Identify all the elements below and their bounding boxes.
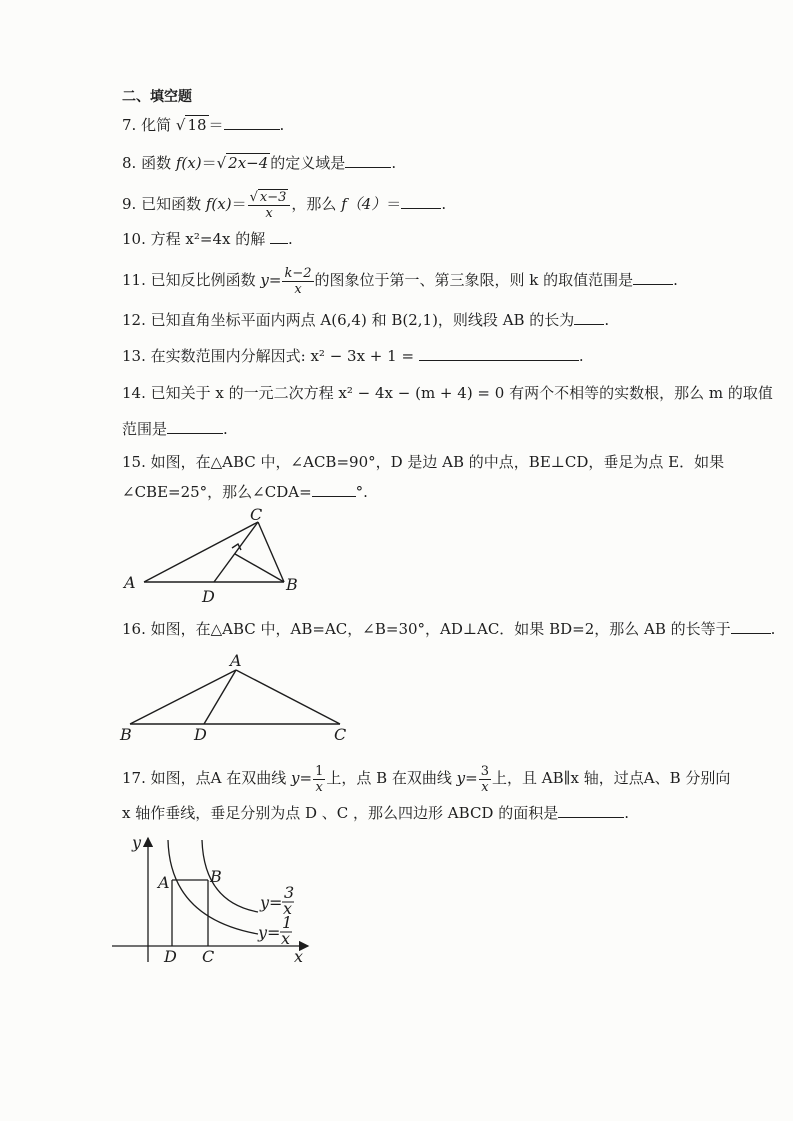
question-15-continued: [122, 481, 368, 503]
question-number: 8.: [122, 154, 137, 172]
question-number: 9.: [122, 195, 137, 213]
x-axis-label: x: [294, 947, 304, 966]
question-text: 化简: [141, 116, 176, 134]
sqrt-sign: √: [175, 116, 186, 134]
label-c: C: [334, 725, 347, 744]
label-d: D: [194, 725, 207, 744]
sqrt-sign: √: [216, 154, 227, 172]
question-text: 如图，点A 在双曲线: [150, 769, 292, 787]
period: .: [673, 271, 678, 289]
question-number: 15.: [122, 453, 146, 471]
curve-label-y1-lhs: y=: [258, 923, 281, 942]
fraction: [248, 190, 291, 221]
label-d: D: [164, 947, 177, 966]
curve-y-1-over-x: [168, 840, 258, 934]
answer-blank[interactable]: [574, 310, 604, 325]
equals: ＝: [386, 195, 402, 213]
question-11: [122, 264, 678, 297]
question-14: [122, 382, 773, 404]
period: .: [223, 420, 228, 438]
period: .: [391, 154, 397, 172]
function-value: f（4）: [341, 195, 387, 213]
degree-period: °.: [355, 483, 368, 501]
segment-ac: [236, 670, 340, 724]
figure-15: [120, 505, 320, 608]
equals: ＝: [208, 116, 224, 134]
curve-label-y1-den: x: [281, 929, 291, 948]
y-axis-label: y: [132, 833, 142, 852]
denominator: x: [315, 779, 323, 795]
question-17-continued: [122, 802, 629, 824]
label-b: B: [286, 575, 298, 594]
question-text: 如图，在△ABC 中，AB=AC，∠B=30°，AD⊥AC．如果 BD=2，那么 AB 的长等于: [150, 620, 731, 638]
numerator: √ x−3: [248, 190, 291, 206]
denominator: x: [265, 205, 273, 221]
question-text-tail: 的定义域是: [270, 154, 346, 172]
numerator: 3: [480, 763, 489, 779]
curve-label-y3-den: x: [283, 899, 293, 918]
equals: ＝: [201, 154, 217, 172]
radicand: 2x−4: [228, 154, 269, 172]
label-a: A: [158, 873, 170, 892]
label-a: A: [230, 651, 242, 670]
label-d: D: [202, 587, 215, 606]
question-text: 已知关于 x 的一元二次方程 x² − 4x − (m + 4) = 0 有两个不相等的实数根，那么 m 的取值: [150, 384, 773, 402]
answer-blank[interactable]: [419, 346, 579, 361]
question-text-mid: 上，点 B 在双曲线: [326, 769, 457, 787]
function-name: f(x): [205, 195, 232, 213]
curve-label-y3-lhs: y=: [260, 893, 283, 912]
question-text-tail: 上，且 AB∥x 轴，过点A、B 分别向: [492, 769, 731, 787]
question-number: 13.: [122, 347, 146, 365]
answer-blank[interactable]: [312, 482, 356, 497]
label-b: B: [120, 725, 132, 744]
answer-blank[interactable]: [731, 619, 771, 634]
question-text: 已知反比例函数: [150, 271, 261, 289]
question-text: 如图，在△ABC 中，∠ACB=90°，D 是边 AB 的中点，BE⊥CD，垂足为点 E．如果: [150, 453, 725, 471]
figure-16: [116, 650, 356, 746]
question-text: 方程 x²=4x 的解: [150, 230, 266, 248]
right-angle-mark: [232, 544, 241, 550]
curve-label-y1-num: 1: [282, 913, 293, 932]
figure-17: [108, 832, 318, 968]
question-number: 12.: [122, 311, 146, 329]
label-c: C: [202, 947, 215, 966]
question-8: [122, 152, 396, 174]
question-text-cont: ∠CBE=25°，那么∠CDA=: [122, 483, 312, 501]
question-9: [122, 188, 446, 221]
section-title: 二、填空题: [122, 89, 192, 105]
question-number: 7.: [122, 116, 137, 134]
period: .: [279, 116, 285, 134]
question-15: [122, 451, 724, 473]
label-c: C: [250, 505, 263, 524]
question-number: 10.: [122, 230, 146, 248]
period: .: [288, 230, 293, 248]
question-number: 11.: [122, 271, 146, 289]
answer-blank[interactable]: [270, 229, 288, 244]
question-text: 已知直角坐标平面内两点 A(6,4) 和 B(2,1)，则线段 AB 的长为: [150, 311, 575, 329]
numerator: 1: [315, 763, 324, 779]
equals: ＝: [231, 195, 247, 213]
answer-blank[interactable]: [558, 803, 624, 818]
denominator: x: [481, 779, 489, 795]
function-lhs: y=: [260, 271, 282, 289]
question-number: 16.: [122, 620, 146, 638]
question-17: [122, 762, 730, 795]
question-text: 在实数范围内分解因式: x² − 3x + 1 =: [150, 347, 415, 365]
question-text-tail: 的图象位于第一、第三象限，则 k 的取值范围是: [314, 271, 634, 289]
question-text-cont: x 轴作垂线，垂足分别为点 D 、C ，那么四边形 ABCD 的面积是: [122, 804, 559, 822]
answer-blank[interactable]: [633, 270, 673, 285]
period: .: [578, 347, 584, 365]
question-number: 14.: [122, 384, 146, 402]
fraction: [479, 764, 491, 795]
question-7: [122, 114, 284, 136]
answer-blank[interactable]: [224, 115, 280, 130]
label-b: B: [210, 867, 222, 886]
period: .: [604, 311, 610, 329]
answer-blank[interactable]: [167, 419, 223, 434]
question-10: [122, 228, 293, 250]
function-name: f(x): [175, 154, 202, 172]
question-text: 函数: [141, 154, 176, 172]
numerator: k−2: [284, 265, 312, 281]
segment-ac: [144, 522, 258, 582]
question-14-continued: [122, 418, 228, 440]
question-text: 已知函数: [141, 195, 206, 213]
question-13: [122, 345, 584, 367]
fraction: [282, 266, 313, 297]
period: .: [624, 804, 629, 822]
label-a: A: [124, 573, 136, 592]
radicand: 18: [187, 116, 207, 134]
answer-blank[interactable]: [345, 153, 391, 168]
fraction: [313, 764, 325, 795]
function-lhs: y=: [291, 769, 313, 787]
question-text-mid: ，那么: [291, 195, 342, 213]
period: .: [441, 195, 447, 213]
curve-label-y3-num: 3: [284, 883, 295, 902]
question-16: [122, 618, 775, 640]
question-number: 17.: [122, 769, 146, 787]
segment-cd: [214, 522, 258, 582]
denominator: x: [294, 281, 302, 297]
period: .: [770, 620, 776, 638]
question-text-cont: 范围是: [122, 420, 168, 438]
segment-cb: [258, 522, 284, 582]
answer-blank[interactable]: [401, 194, 441, 209]
function-lhs: y=: [456, 769, 478, 787]
radicand: x−3: [259, 189, 287, 205]
question-12: [122, 309, 609, 331]
segment-be: [235, 554, 284, 582]
